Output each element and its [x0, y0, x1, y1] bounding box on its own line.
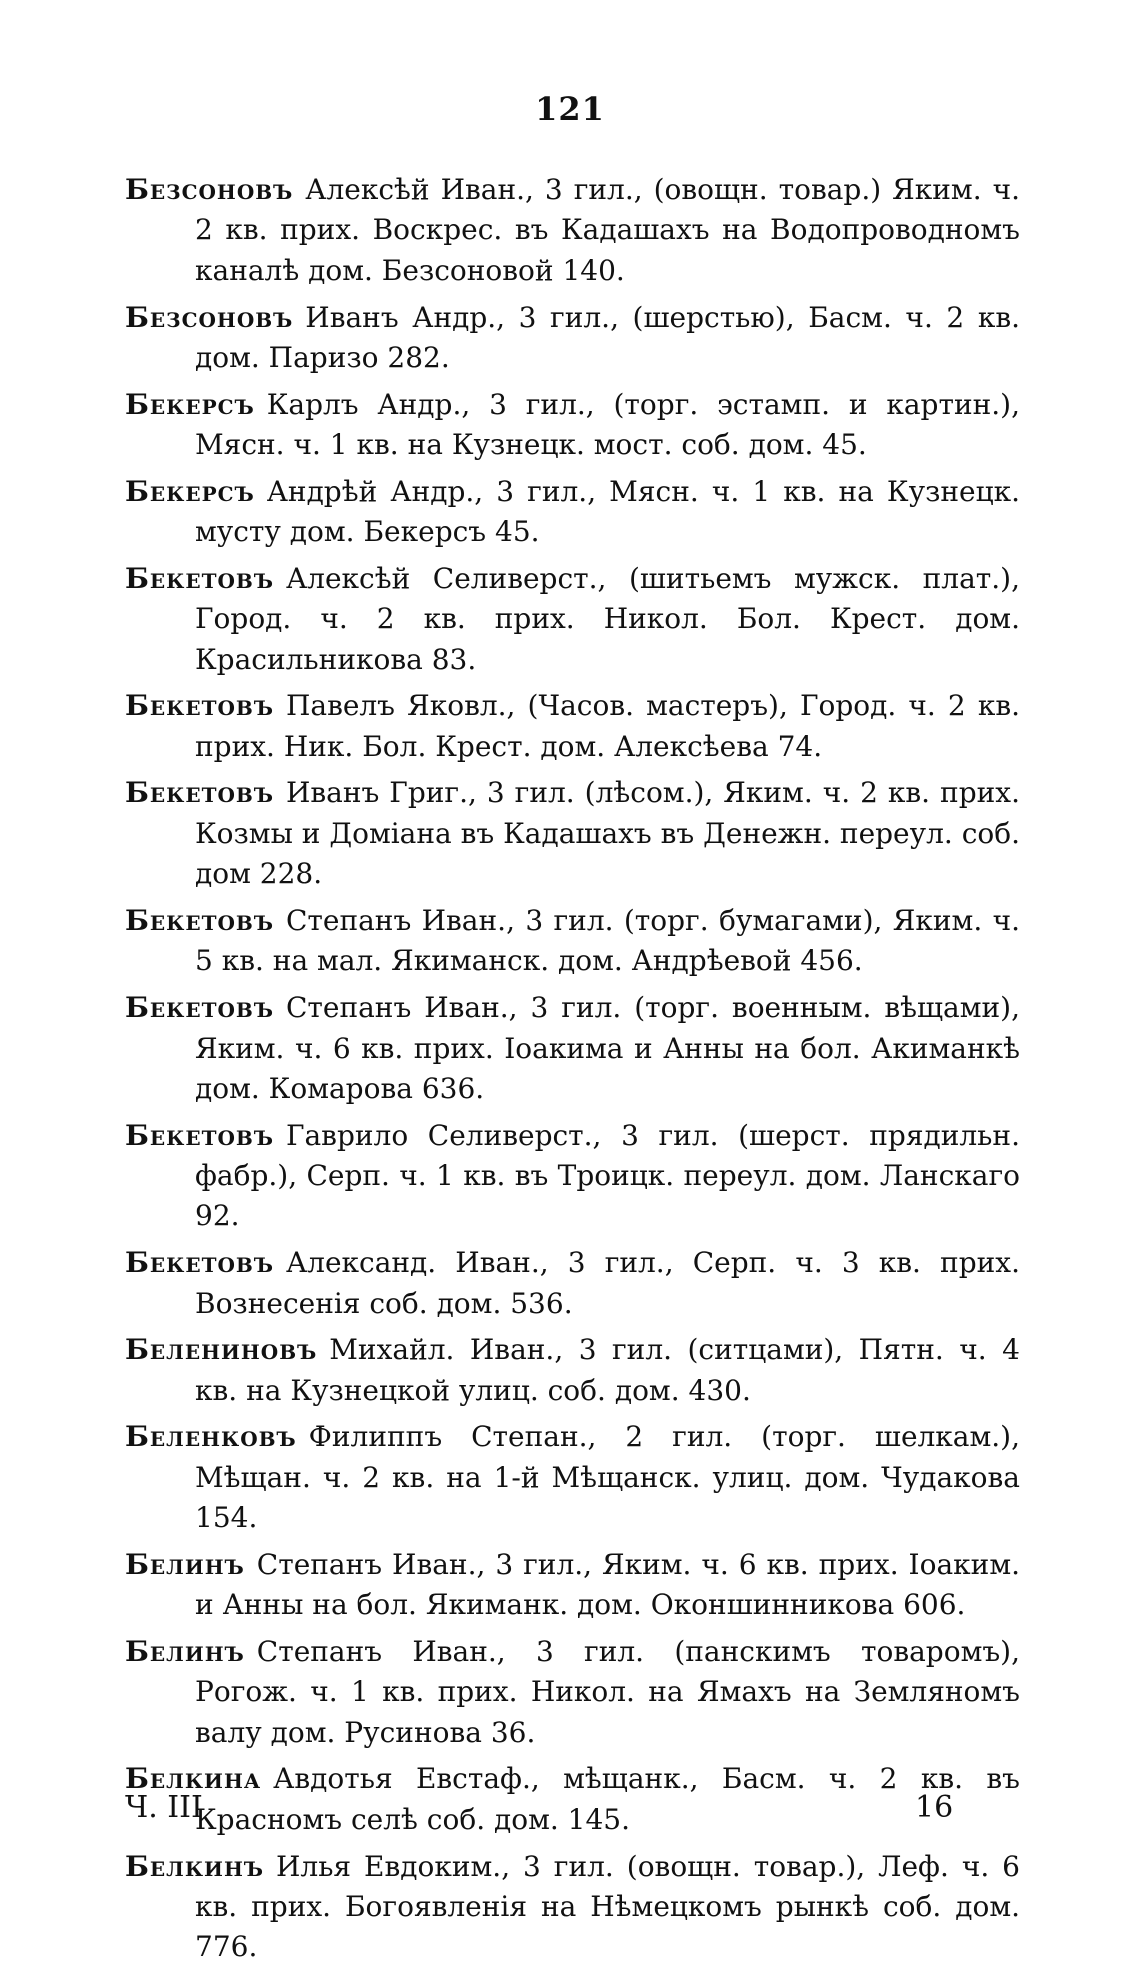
entry-surname: Бекетовъ: [125, 903, 274, 937]
entry-surname: Белениновъ: [125, 1333, 318, 1367]
entry-details: Степанъ Иван., 3 гил. (торг. военным. вѣщами), Яким. ч. 6 кв. прих. Іоакима и Анны на бол. Акиманкѣ дом. Комарова 636.: [195, 991, 1020, 1105]
directory-entry: [125, 1632, 1020, 1753]
entry-surname: Бекетовъ: [125, 776, 274, 810]
entry-details: Карлъ Андр., 3 гил., (торг. эстамп. и картин.), Мясн. ч. 1 кв. на Кузнецк. мост. соб. дом. 45.: [195, 387, 1020, 462]
directory-entry: [125, 1847, 1020, 1968]
directory-entries: [125, 170, 1020, 1974]
entry-surname: Бекетовъ: [125, 1246, 274, 1280]
entry-details: Илья Евдоким., 3 гил. (овощн. товар.), Леф. ч. 6 кв. прих. Богоявленія на Нѣмецкомъ рынкѣ соб. дом. 776.: [195, 1849, 1020, 1964]
entry-surname: Белинъ: [125, 1634, 245, 1668]
directory-entry: [125, 385, 1020, 466]
entry-details: Андрѣй Андр., 3 гил., Мясн. ч. 1 кв. на Кузнецк. мусту дом. Бекерсъ 45.: [195, 474, 1020, 549]
entry-details: Филиппъ Степан., 2 гил. (торг. шелкам.), Мѣщан. ч. 2 кв. на 1-й Мѣщанск. улиц. дом. Чудакова 154.: [195, 1420, 1020, 1535]
directory-entry: [125, 773, 1020, 894]
entry-details: Степанъ Иван., 3 гил. (торг. бумагами), Яким. ч. 5 кв. на мал. Якиманск. дом. Андрѣевой 456.: [195, 903, 1020, 978]
entry-surname: Бекетовъ: [125, 1118, 274, 1152]
directory-entry: [125, 988, 1020, 1109]
entry-surname: Бекетовъ: [125, 991, 274, 1025]
directory-entry: [125, 1116, 1020, 1237]
entry-surname: Безсоновъ: [125, 300, 294, 334]
entry-details: Авдотья Евстаф., мѣщанк., Басм. ч. 2 кв. въ Красномъ селѣ соб. дом. 145.: [195, 1762, 1020, 1836]
page-number: 121: [535, 90, 605, 128]
directory-entry: [125, 1759, 1020, 1840]
directory-entry: [125, 298, 1020, 379]
entry-details: Иванъ Григ., 3 гил. (лѣсом.), Яким. ч. 2 кв. прих. Козмы и Доміана въ Кадашахъ въ Денежн. переул. соб. дом 228.: [195, 776, 1020, 891]
signature-mark: 16: [915, 1790, 954, 1825]
entry-surname: Бекерсъ: [125, 387, 255, 421]
entry-details: Алексѣй Селиверст., (шитьемъ мужск. плат.), Город. ч. 2 кв. прих. Никол. Бол. Крест. дом. Красильникова 83.: [195, 561, 1020, 676]
directory-entry: [125, 901, 1020, 982]
entry-details: Павелъ Яковл., (Часов. мастеръ), Город. ч. 2 кв. прих. Ник. Бол. Крест. дом. Алексѣева 74.: [195, 689, 1020, 763]
volume-part: Ч. III: [125, 1790, 203, 1825]
entry-surname: Белинъ: [125, 1547, 245, 1581]
entry-details: Александ. Иван., 3 гил., Серп. ч. 3 кв. прих. Вознесенія соб. дом. 536.: [195, 1246, 1020, 1320]
directory-entry: [125, 472, 1020, 553]
directory-entry: [125, 559, 1020, 680]
directory-entry: [125, 686, 1020, 767]
entry-details: Степанъ Иван., 3 гил., Яким. ч. 6 кв. прих. Іоаким. и Анны на бол. Якиманк. дом. Оконшинникова 606.: [195, 1547, 1020, 1622]
directory-entry: [125, 1243, 1020, 1324]
entry-surname: Бекетовъ: [125, 689, 274, 723]
entry-details: Михайл. Иван., 3 гил. (ситцами), Пятн. ч. 4 кв. на Кузнецкой улиц. соб. дом. 430.: [195, 1333, 1020, 1407]
entry-details: Степанъ Иван., 3 гил. (панскимъ товаромъ), Рогож. ч. 1 кв. прих. Никол. на Ямахъ на Земляномъ валу дом. Русинова 36.: [195, 1634, 1020, 1749]
entry-surname: Белкинъ: [125, 1849, 264, 1883]
entry-details: Гаврило Селиверст., 3 гил. (шерст. прядильн. фабр.), Серп. ч. 1 кв. въ Троицк. переул. дом. Ланскаго 92.: [195, 1118, 1020, 1233]
directory-entry: [125, 170, 1020, 291]
directory-entry: [125, 1417, 1020, 1538]
directory-entry: [125, 1330, 1020, 1411]
entry-details: Алексѣй Иван., 3 гил., (овощн. товар.) Яким. ч. 2 кв. прих. Воскрес. въ Кадашахъ на Водопроводномъ каналѣ дом. Безсоновой 140.: [195, 173, 1020, 287]
entry-surname: Безсоновъ: [125, 173, 294, 206]
entry-surname: Беленковъ: [125, 1420, 297, 1454]
directory-entry: [125, 1545, 1020, 1626]
entry-details: Иванъ Андр., 3 гил., (шерстью), Басм. ч. 2 кв. дом. Паризо 282.: [195, 300, 1020, 374]
entry-surname: Бекетовъ: [125, 561, 274, 595]
entry-surname: Бекерсъ: [125, 474, 255, 508]
entry-surname: Белкина: [125, 1762, 262, 1796]
